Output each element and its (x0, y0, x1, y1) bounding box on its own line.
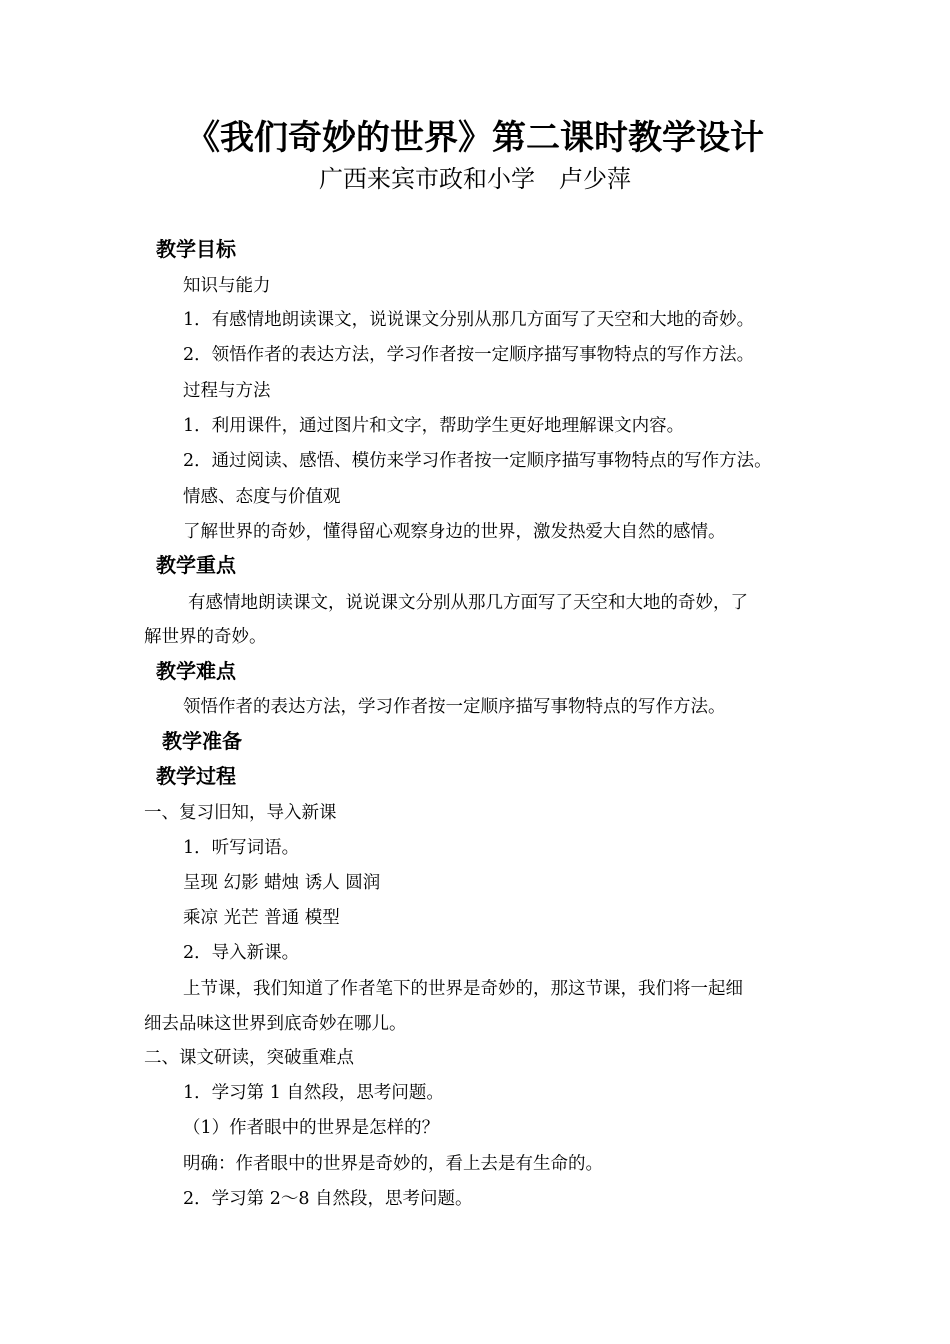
subheading-process: 过程与方法 (183, 381, 271, 401)
paragraph-line: 细去品味这世界到底奇妙在哪儿。 (144, 1014, 407, 1034)
process-step: 2．导入新课。 (183, 943, 300, 963)
word-list: 乘凉 光芒 普通 模型 (183, 908, 340, 928)
process-step: 1．听写词语。 (183, 838, 300, 858)
process-step: 2．学习第 2～8 自然段，思考问题。 (183, 1189, 473, 1209)
process-step: 1．学习第 1 自然段，思考问题。 (183, 1083, 444, 1103)
process-step: 一、复习旧知，导入新课 (144, 803, 337, 823)
subheading-emotion: 情感、态度与价值观 (183, 487, 341, 507)
goal-item: 了解世界的奇妙，懂得留心观察身边的世界，激发热爱大自然的感情。 (183, 522, 726, 542)
section-heading-difficulty: 教学难点 (156, 659, 236, 683)
section-heading-key: 教学重点 (156, 553, 236, 577)
paragraph-line: 有感情地朗读课文，说说课文分别从那几方面写了天空和大地的奇妙，了 (188, 593, 748, 613)
goal-item: 2．领悟作者的表达方法，学习作者按一定顺序描写事物特点的写作方法。 (183, 345, 755, 365)
answer: 明确：作者眼中的世界是奇妙的，看上去是有生命的。 (183, 1154, 603, 1174)
paragraph-line: 解世界的奇妙。 (144, 627, 267, 647)
subheading-knowledge: 知识与能力 (183, 276, 271, 296)
section-heading-prep: 教学准备 (162, 729, 242, 753)
document-title: 《我们奇妙的世界》第二课时教学设计 (186, 118, 764, 158)
goal-item: 1．利用课件，通过图片和文字，帮助学生更好地理解课文内容。 (183, 416, 685, 436)
process-step: 二、课文研读，突破重难点 (144, 1048, 354, 1068)
section-heading-goals: 教学目标 (156, 237, 236, 261)
question: （1）作者眼中的世界是怎样的？ (183, 1118, 440, 1138)
word-list: 呈现 幻影 蜡烛 诱人 圆润 (183, 873, 381, 893)
paragraph-line: 领悟作者的表达方法，学习作者按一定顺序描写事物特点的写作方法。 (183, 697, 726, 717)
document-author: 广西来宾市政和小学 卢少萍 (319, 165, 631, 193)
paragraph-line: 上节课，我们知道了作者笔下的世界是奇妙的，那这节课，我们将一起细 (183, 979, 743, 999)
goal-item: 1．有感情地朗读课文，说说课文分别从那几方面写了天空和大地的奇妙。 (183, 310, 755, 330)
section-heading-process: 教学过程 (156, 764, 236, 788)
goal-item: 2．通过阅读、感悟、模仿来学习作者按一定顺序描写事物特点的写作方法。 (183, 451, 772, 471)
